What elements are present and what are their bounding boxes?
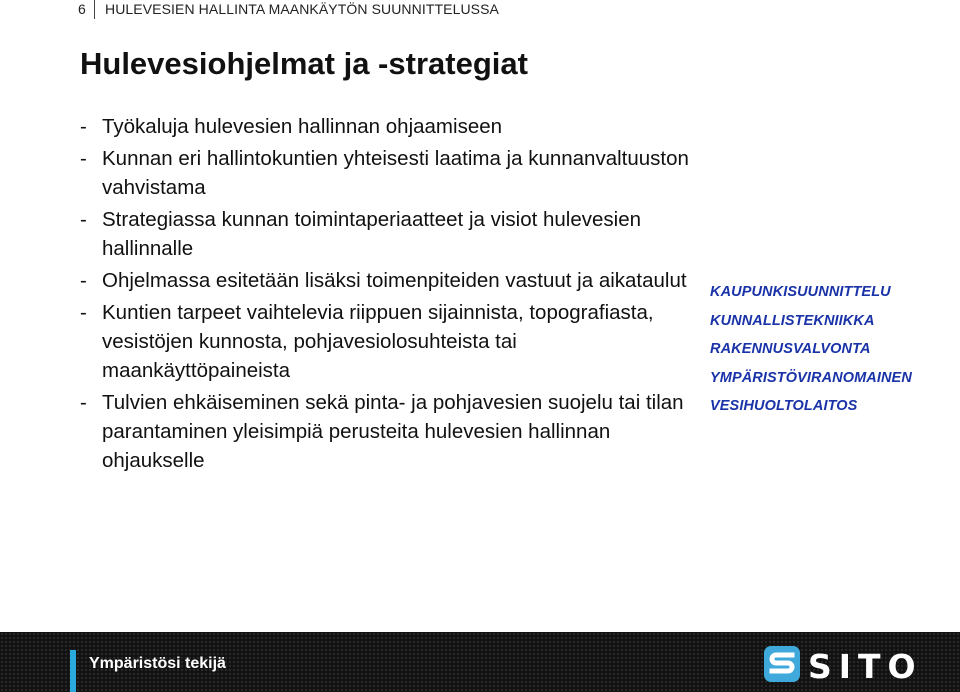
list-item [76,388,696,475]
bullet-dash: - [80,115,87,138]
bullet-dash: - [80,269,87,292]
role-item: KAUPUNKISUUNNITTELU [710,284,891,300]
list-item [76,298,696,385]
sito-logo [762,644,923,686]
role-item: KUNNALLISTEKNIIKKA [710,312,875,329]
role-item: VESIHUOLTOLAITOS [710,398,858,414]
logo-text: SITO [808,647,923,686]
bullet-dash: - [80,301,87,324]
bullet-text: Tulvien ehkäiseminen sekä pinta- ja pohjavesien suojelu tai tilan parantaminen yleisimpiä perusteita hulevesien hallinnan ohjaukselle [102,391,684,472]
page-header [0,0,960,20]
list-item [76,266,696,295]
header-separator [94,0,95,19]
bullet-dash: - [80,391,87,414]
running-title: HULEVESIEN HALLINTA MAANKÄYTÖN SUUNNITTELUSSA [105,1,499,17]
page-number: 6 [78,1,86,17]
bullet-text: Strategiassa kunnan toimintaperiaatteet ja visiot hulevesien hallinnalle [102,208,642,260]
bullet-text: Työkaluja hulevesien hallinnan ohjaamiseen [102,115,503,138]
bullet-text: Ohjelmassa esitetään lisäksi toimenpiteiden vastuut ja aikataulut [102,269,687,292]
bullet-text: Kuntien tarpeet vaihtelevia riippuen sijainnista, topografiasta, vesistöjen kunnosta, pohjavesiolosuhteista tai maankäyttöpaineista [102,301,654,382]
page-title: Hulevesiohjelmat ja -strategiat [80,46,528,81]
sito-s-logo-icon [762,644,802,684]
role-item: RAKENNUSVALVONTA [710,341,871,357]
list-item [76,112,696,141]
bullet-dash: - [80,147,87,170]
bullet-list [76,112,696,478]
list-item [76,205,696,263]
bullet-text: Kunnan eri hallintokuntien yhteisesti laatima ja kunnanvaltuuston vahvistama [102,147,689,199]
footer [0,632,960,692]
role-list [710,278,912,421]
bullet-dash: - [80,208,87,231]
footer-tagline: Ympäristösi tekijä [89,655,226,672]
role-item: YMPÄRISTÖVIRANOMAINEN [710,369,912,386]
footer-accent-bar [70,650,76,692]
list-item [76,144,696,202]
